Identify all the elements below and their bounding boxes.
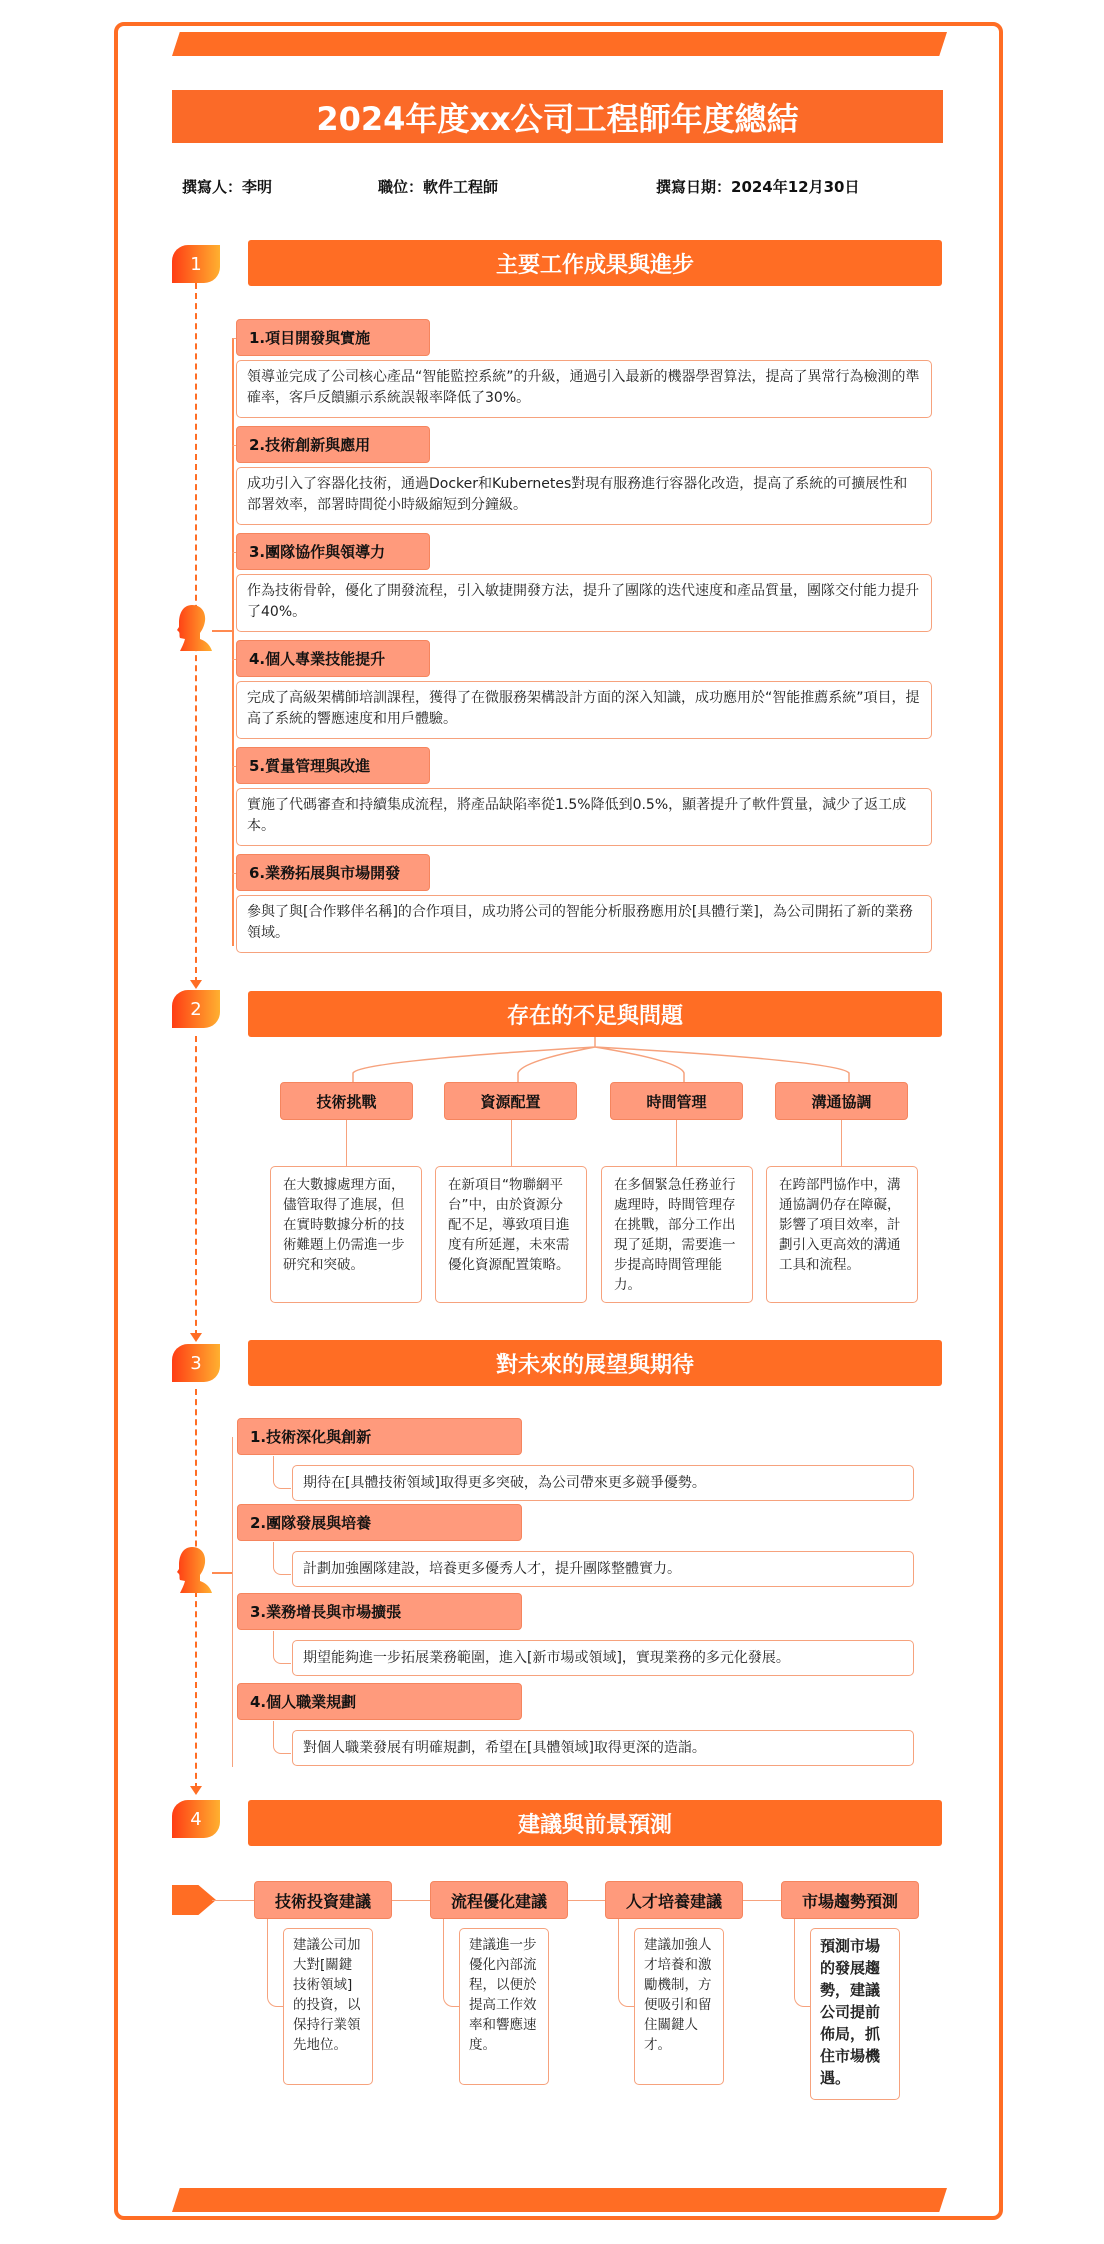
issue-category-resource: 資源配置 bbox=[444, 1082, 577, 1120]
issue-text-time: 在多個緊急任務並行處理時，時間管理存在挑戰，部分工作出現了延期，需要進一步提高時間管理能力。 bbox=[601, 1166, 753, 1303]
branch-elbow bbox=[273, 1542, 291, 1575]
achievement-heading-2: 2.技術創新與應用 bbox=[236, 426, 430, 463]
suggestion-text-talent: 建議加強人才培養和激勵機制，方便吸引和留住關鍵人才。 bbox=[634, 1928, 724, 2085]
achievement-heading-6: 6.業務拓展與市場開發 bbox=[236, 854, 430, 891]
head-connector-3 bbox=[212, 1572, 232, 1574]
suggestion-heading-process: 流程優化建議 bbox=[430, 1881, 568, 1919]
branch-elbow bbox=[273, 1631, 291, 1664]
suggestion-text-process: 建議進一步優化內部流程，以便於提高工作效率和響應速度。 bbox=[459, 1928, 549, 2085]
achievement-text-5: 實施了代碼審查和持續集成流程，將產品缺陷率從1.5%降低到0.5%，顯著提升了軟件質量，減少了返工成本。 bbox=[236, 788, 932, 846]
issue-category-communication: 溝通協調 bbox=[775, 1082, 908, 1120]
issue-category-time: 時間管理 bbox=[610, 1082, 743, 1120]
achievement-text-2: 成功引入了容器化技術，通過Docker和Kubernetes對現有服務進行容器化改造，提高了系統的可擴展性和部署效率，部署時間從小時級縮短到分鐘級。 bbox=[236, 467, 932, 525]
position-label: 職位：軟件工程師 bbox=[378, 178, 499, 196]
date-label: 撰寫日期：2024年12月30日 bbox=[656, 178, 860, 196]
section-header-outlook: 對未來的展望與期待 bbox=[248, 1340, 942, 1386]
achievement-heading-4: 4.個人專業技能提升 bbox=[236, 640, 430, 677]
bottom-decorative-stripe bbox=[172, 2188, 947, 2212]
connector-line bbox=[346, 1120, 347, 1168]
timeline-arrow-3 bbox=[190, 1333, 202, 1342]
branch-elbow bbox=[794, 1919, 810, 2007]
branch-elbow bbox=[267, 1919, 283, 2007]
suggestion-text-market: 預測市場的發展趨勢，建議公司提前佈局，抓住市場機遇。 bbox=[810, 1928, 900, 2100]
section-header-suggestions: 建議與前景預測 bbox=[248, 1800, 942, 1846]
tree-connector-lines bbox=[240, 1037, 940, 1085]
suggestion-text-tech: 建議公司加大對[關鍵技術領域]的投資，以保持行業領先地位。 bbox=[283, 1928, 373, 2085]
person-head-icon bbox=[172, 603, 212, 653]
timeline-line-2 bbox=[195, 1036, 197, 1336]
section-header-shortcomings: 存在的不足與問題 bbox=[248, 991, 942, 1037]
section-1-branch-line bbox=[232, 338, 234, 946]
issue-text-tech: 在大數據處理方面，儘管取得了進展，但在實時數據分析的技術難題上仍需進一步研究和突破。 bbox=[270, 1166, 422, 1303]
top-decorative-stripe bbox=[172, 32, 947, 56]
achievement-heading-3: 3.團隊協作與領導力 bbox=[236, 533, 430, 570]
achievement-text-6: 參與了與[合作夥伴名稱]的合作項目，成功將公司的智能分析服務應用於[具體行業]，為公司開拓了新的業務領域。 bbox=[236, 895, 932, 953]
page-title: 2024年度xx公司工程師年度總結 bbox=[172, 90, 943, 143]
section-3-branch-line bbox=[232, 1437, 233, 1767]
section-badge-2: 2 bbox=[172, 990, 220, 1028]
achievement-text-3: 作為技術骨幹，優化了開發流程，引入敏捷開發方法，提升了團隊的迭代速度和產品質量，團隊交付能力提升了40%。 bbox=[236, 574, 932, 632]
connector-line bbox=[676, 1120, 677, 1168]
issue-text-resource: 在新項目“物聯網平台”中，由於資源分配不足，導致項目進度有所延遲，未來需優化資源配置策略。 bbox=[435, 1166, 587, 1303]
branch-elbow bbox=[618, 1919, 634, 2007]
achievement-text-4: 完成了高級架構師培訓課程，獲得了在微服務架構設計方面的深入知識，成功應用於“智能推薦系統”項目，提高了系統的響應速度和用戶體驗。 bbox=[236, 681, 932, 739]
section-badge-1: 1 bbox=[172, 245, 220, 283]
branch-elbow bbox=[273, 1456, 291, 1489]
outlook-text-1: 期待在[具體技術領域]取得更多突破，為公司帶來更多競爭優勢。 bbox=[292, 1465, 914, 1501]
branch-elbow bbox=[273, 1721, 291, 1754]
outlook-text-2: 計劃加強團隊建設，培養更多優秀人才，提升團隊整體實力。 bbox=[292, 1551, 914, 1587]
timeline-arrow-4 bbox=[190, 1786, 202, 1795]
achievement-heading-1: 1.項目開發與實施 bbox=[236, 319, 430, 356]
suggestion-heading-talent: 人才培養建議 bbox=[605, 1881, 743, 1919]
outlook-heading-4: 4.個人職業規劃 bbox=[237, 1683, 522, 1720]
branch-elbow bbox=[443, 1919, 459, 2007]
head-connector-1 bbox=[212, 630, 232, 632]
outlook-text-4: 對個人職業發展有明確規劃，希望在[具體領域]取得更深的造詣。 bbox=[292, 1730, 914, 1766]
achievement-heading-5: 5.質量管理與改進 bbox=[236, 747, 430, 784]
outlook-heading-3: 3.業務增長與市場擴張 bbox=[237, 1593, 522, 1630]
outlook-heading-2: 2.團隊發展與培養 bbox=[237, 1504, 522, 1541]
section-header-achievements: 主要工作成果與進步 bbox=[248, 240, 942, 286]
connector-line bbox=[511, 1120, 512, 1168]
achievement-text-1: 領導並完成了公司核心產品“智能監控系統”的升級，通過引入最新的機器學習算法，提高了異常行為檢測的準確率，客戶反饋顯示系統誤報率降低了30%。 bbox=[236, 360, 932, 418]
person-head-icon bbox=[172, 1545, 212, 1595]
outlook-heading-1: 1.技術深化與創新 bbox=[237, 1418, 522, 1455]
section-badge-3: 3 bbox=[172, 1344, 220, 1382]
connector-line bbox=[841, 1120, 842, 1168]
section-badge-4: 4 bbox=[172, 1800, 220, 1838]
suggestion-heading-market: 市場趨勢預測 bbox=[781, 1881, 919, 1919]
suggestion-heading-tech: 技術投資建議 bbox=[254, 1881, 392, 1919]
timeline-arrow-2 bbox=[190, 980, 202, 989]
outlook-text-3: 期望能夠進一步拓展業務範圍，進入[新市場或領域]，實現業務的多元化發展。 bbox=[292, 1640, 914, 1676]
issue-text-communication: 在跨部門協作中，溝通協調仍存在障礙，影響了項目效率，計劃引入更高效的溝通工具和流程。 bbox=[766, 1166, 918, 1303]
author-label: 撰寫人：李明 bbox=[182, 178, 273, 196]
issue-category-tech: 技術挑戰 bbox=[280, 1082, 413, 1120]
